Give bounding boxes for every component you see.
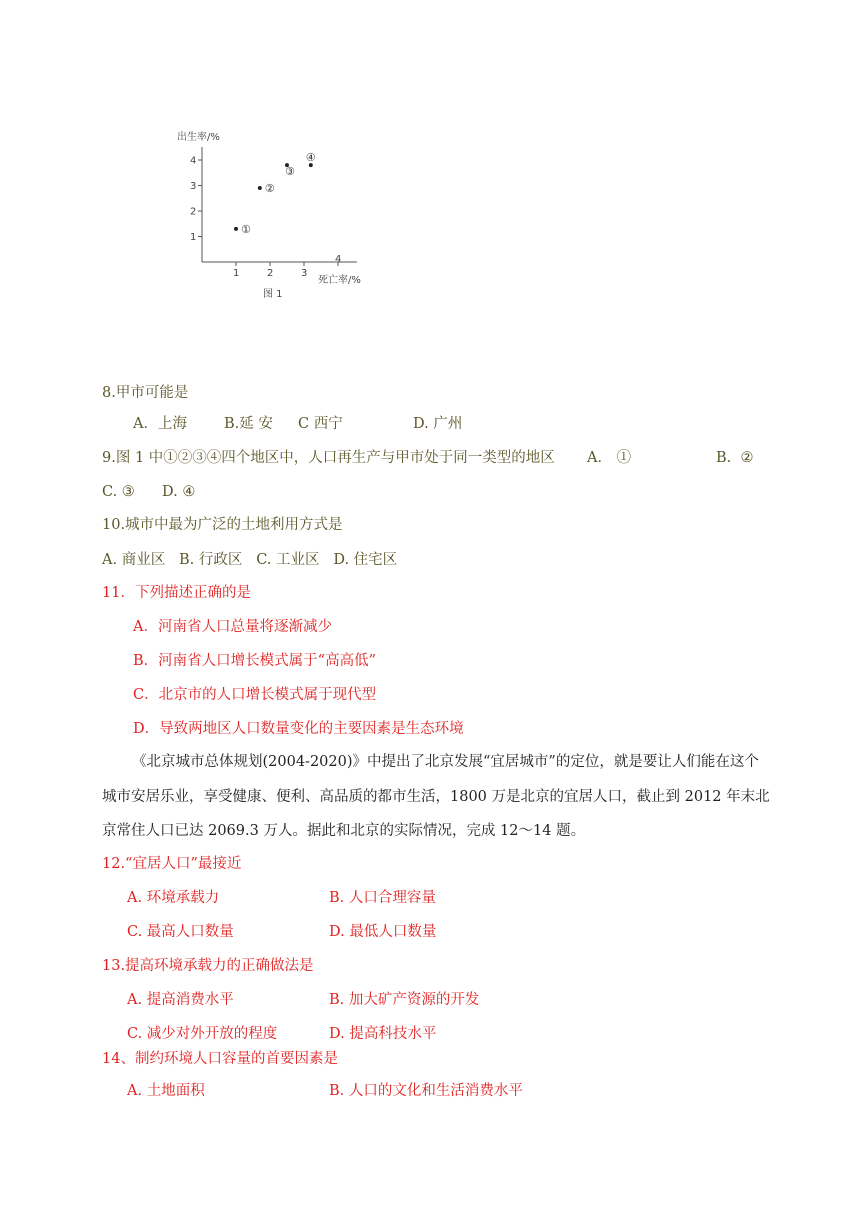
data-point — [258, 186, 262, 190]
point-label: ③ — [285, 165, 295, 179]
q13-stem: 13.提高环境承载力的正确做法是 — [102, 958, 314, 974]
x-tick-label: 1 — [233, 268, 240, 279]
q12-option-a: A. 环境承载力 — [127, 890, 220, 906]
q9-option-b: B. ② — [716, 450, 754, 466]
data-point — [234, 227, 238, 231]
x-tick-label: 2 — [267, 268, 274, 279]
q13-option-c: C. 减少对外开放的程度 — [127, 1026, 278, 1042]
q10-stem: 10.城市中最为广泛的土地利用方式是 — [102, 517, 343, 533]
q12-option-b: B. 人口合理容量 — [329, 890, 436, 906]
q8-option-c: C 西宁 — [298, 416, 343, 432]
q8-option-a: A．上海 — [133, 416, 187, 432]
x-tick-label: 4 — [335, 254, 342, 265]
figure-1 — [175, 125, 375, 305]
q11-option-d: D．导致两地区人口数量变化的主要因素是生态环境 — [133, 721, 464, 737]
reading-passage: 《北京城市总体规划(2004-2020)》中提出了北京发展“宜居城市”的定位，就是要让人们能在这个城市安居乐业，享受健康、便利、高品质的都市生活，1800 万是北京的宜居人口，截止到 2012 年末北京常住人口已达 2069.3 万人。据此和北京的实际情况，完成 12～14 题。 — [102, 754, 770, 839]
q9-stem: 9.图 1 中①②③④四个地区中，人口再生产与甲市处于同一类型的地区 — [102, 450, 555, 466]
point-label: ④ — [305, 151, 316, 165]
q9-option-d: D. ④ — [162, 484, 196, 500]
q12-option-c: C. 最高人口数量 — [127, 924, 234, 940]
q11-stem: 11．下列描述正确的是 — [102, 585, 251, 601]
q12-option-d: D. 最低人口数量 — [329, 924, 437, 940]
y-tick-label: 3 — [190, 181, 197, 192]
y-tick-label: 4 — [190, 155, 197, 167]
q11-option-b: B．河南省人口增长模式属于“高高低” — [133, 653, 376, 669]
q13-option-b: B. 加大矿产资源的开发 — [329, 992, 480, 1008]
q12-stem: 12.“宜居人口”最接近 — [102, 856, 242, 872]
q14-stem: 14、制约环境人口容量的首要因素是 — [102, 1051, 338, 1067]
q11-option-c: C．北京市的人口增长模式属于现代型 — [133, 687, 377, 703]
q8-option-d: D. 广州 — [413, 416, 463, 432]
x-axis-label: 死亡率/% — [318, 275, 361, 286]
q8-stem: 8.甲市可能是 — [102, 385, 189, 401]
q9-option-c: C. ③ — [102, 484, 135, 500]
q11-option-a: A．河南省人口总量将逐渐减少 — [133, 619, 332, 635]
y-axis-label: 出生率/% — [177, 132, 220, 143]
y-tick-label: 2 — [190, 206, 197, 218]
q13-option-d: D. 提高科技水平 — [329, 1026, 437, 1042]
q14-option-a: A. 土地面积 — [127, 1083, 205, 1099]
scatter-chart — [175, 125, 375, 305]
q9-option-a: A． ① — [587, 450, 632, 466]
y-tick-label: 1 — [190, 232, 197, 243]
q10-options: A. 商业区 B. 行政区 C. 工业区 D. 住宅区 — [102, 552, 398, 568]
point-label: ① — [241, 222, 251, 236]
point-label: ② — [264, 182, 275, 196]
q8-option-b: B.延 安 — [224, 416, 273, 432]
x-tick-label: 3 — [301, 268, 308, 279]
q13-option-a: A. 提高消费水平 — [127, 992, 234, 1008]
q14-option-b: B. 人口的文化和生活消费水平 — [329, 1083, 523, 1099]
figure-caption: 图 1 — [263, 289, 283, 300]
